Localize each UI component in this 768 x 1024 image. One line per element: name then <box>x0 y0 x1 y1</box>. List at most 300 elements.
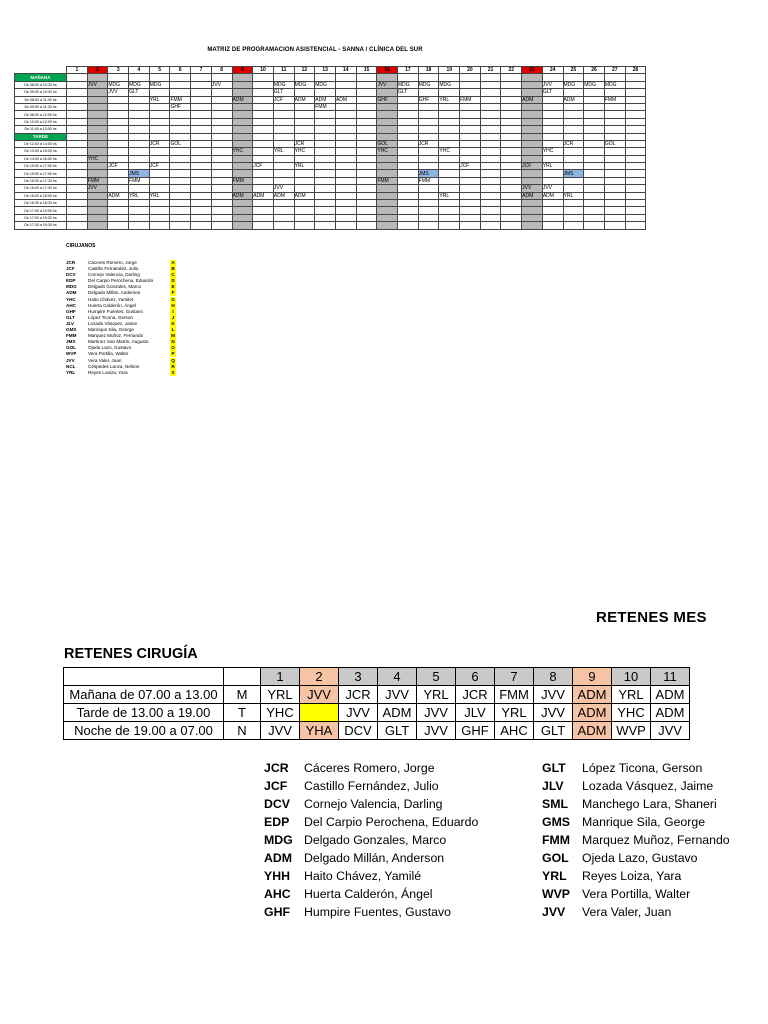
matrix-cell <box>273 207 294 214</box>
matrix-cell <box>625 177 646 184</box>
matrix-cell <box>149 118 170 125</box>
surgeon-letter: A <box>171 260 175 265</box>
matrix-time-label: De 09:00 a 11:30 hs <box>15 103 67 110</box>
matrix-cell: YRL <box>273 148 294 155</box>
matrix-time-label: De 14:00 a 16:00 hs <box>15 155 67 162</box>
matrix-time-label: De 16:00 a 17:30 hs <box>15 185 67 192</box>
matrix-cell <box>377 133 398 140</box>
matrix-cell <box>294 177 315 184</box>
matrix-row <box>15 103 646 110</box>
matrix-cell <box>87 192 108 199</box>
matrix-cell <box>211 163 232 170</box>
matrix-cell: FMM <box>232 177 253 184</box>
matrix-cell <box>253 74 274 81</box>
matrix-cell <box>460 177 481 184</box>
matrix-cell <box>191 192 212 199</box>
matrix-cell <box>501 111 522 118</box>
retenes-cell: ADM <box>573 686 612 704</box>
matrix-day-header: 13 <box>315 67 336 74</box>
matrix-day-header: 25 <box>563 67 584 74</box>
matrix-day-header: 6 <box>170 67 191 74</box>
surgeon-code: WVP <box>66 351 77 357</box>
matrix-cell <box>501 133 522 140</box>
matrix-cell: MDG <box>129 81 150 88</box>
retenes-cell: JVV <box>300 686 339 704</box>
matrix-cell <box>398 126 419 133</box>
legend-item <box>542 831 730 849</box>
matrix-cell <box>501 126 522 133</box>
retenes-cell: GLT <box>378 722 417 740</box>
retenes-cell: YHA <box>300 722 339 740</box>
matrix-cell <box>108 103 129 110</box>
matrix-cell <box>377 126 398 133</box>
matrix-cell <box>149 74 170 81</box>
matrix-cell: ADM <box>335 96 356 103</box>
matrix-cell <box>460 214 481 221</box>
matrix-cell <box>480 74 501 81</box>
matrix-cell <box>480 185 501 192</box>
retenes-shift-label: Mañana de 07.00 a 13.00 <box>64 686 224 704</box>
matrix-cell: MDG <box>584 81 605 88</box>
matrix-cell <box>170 200 191 207</box>
matrix-cell <box>398 214 419 221</box>
matrix-cell: JVV <box>211 81 232 88</box>
matrix-cell <box>584 126 605 133</box>
matrix-cell <box>542 126 563 133</box>
surgeon-letter: P <box>171 351 175 357</box>
matrix-day-header: 18 <box>418 67 439 74</box>
retenes-cell: YHC <box>612 704 651 722</box>
matrix-section-row <box>15 74 646 81</box>
legend-name: Delgado Millán, Anderson <box>304 851 445 865</box>
matrix-cell: ADM <box>522 96 543 103</box>
matrix-cell <box>522 140 543 147</box>
matrix-cell: JCF <box>460 163 481 170</box>
matrix-cell <box>191 81 212 88</box>
matrix-cell <box>480 133 501 140</box>
matrix-cell <box>315 126 336 133</box>
matrix-cell <box>625 148 646 155</box>
matrix-cell <box>542 118 563 125</box>
matrix-cell <box>253 133 274 140</box>
matrix-cell <box>108 207 129 214</box>
matrix-cell: ADM <box>232 192 253 199</box>
matrix-cell <box>418 126 439 133</box>
matrix-cell <box>191 148 212 155</box>
matrix-cell <box>356 126 377 133</box>
matrix-cell <box>418 89 439 96</box>
matrix-cell <box>87 111 108 118</box>
matrix-cell <box>604 207 625 214</box>
matrix-cell <box>87 214 108 221</box>
surgeon-name: Cornejo Valencia, Darling <box>88 272 140 278</box>
matrix-cell: JMS <box>129 170 150 177</box>
matrix-cell <box>604 111 625 118</box>
matrix-cell <box>460 192 481 199</box>
retenes-cell: YRL <box>612 686 651 704</box>
matrix-time-label: De 16:30 a 18:30 hs <box>15 200 67 207</box>
matrix-cell <box>253 177 274 184</box>
matrix-row <box>15 155 646 162</box>
matrix-cell <box>129 185 150 192</box>
retenes-shift-label: Noche de 19.00 a 07.00 <box>64 722 224 740</box>
matrix-cell <box>67 96 88 103</box>
matrix-cell <box>377 200 398 207</box>
matrix-cell <box>211 111 232 118</box>
matrix-cell <box>129 74 150 81</box>
matrix-cell <box>542 133 563 140</box>
matrix-cell <box>170 214 191 221</box>
matrix-cell <box>377 192 398 199</box>
matrix-cell: YHC <box>232 148 253 155</box>
matrix-cell <box>563 133 584 140</box>
matrix-cell <box>232 89 253 96</box>
page-edge-mask <box>700 660 768 740</box>
matrix-cell <box>149 214 170 221</box>
matrix-cell <box>294 214 315 221</box>
retenes-cell: ADM <box>573 704 612 722</box>
matrix-cell <box>542 74 563 81</box>
matrix-cell <box>418 111 439 118</box>
matrix-cell <box>522 111 543 118</box>
matrix-cell <box>273 222 294 229</box>
matrix-cell <box>315 118 336 125</box>
surgeon-letter: J <box>171 314 175 320</box>
legend-item <box>264 885 504 903</box>
matrix-cell: GLT <box>273 89 294 96</box>
matrix-cell <box>584 111 605 118</box>
matrix-cell <box>294 155 315 162</box>
matrix-cell <box>87 126 108 133</box>
legend-code: SML <box>542 797 568 811</box>
matrix-cell <box>67 148 88 155</box>
matrix-cell <box>584 103 605 110</box>
matrix-cell <box>356 222 377 229</box>
matrix-cell <box>377 207 398 214</box>
matrix-cell <box>604 118 625 125</box>
matrix-cell <box>67 222 88 229</box>
retenes-day-header: 4 <box>378 668 417 686</box>
matrix-cell <box>584 185 605 192</box>
matrix-cell <box>335 81 356 88</box>
matrix-cell <box>460 81 481 88</box>
matrix-cell <box>108 111 129 118</box>
matrix-cell <box>149 126 170 133</box>
matrix-cell: ADM <box>522 192 543 199</box>
matrix-cell <box>191 140 212 147</box>
legend-name: Del Carpio Perochena, Eduardo <box>304 815 479 829</box>
legend-name: Humpire Fuentes, Gustavo <box>304 905 451 919</box>
matrix-cell <box>501 185 522 192</box>
retenes-day-header: 9 <box>573 668 612 686</box>
matrix-cell <box>232 133 253 140</box>
matrix-day-header: 16 <box>377 67 398 74</box>
matrix-cell <box>253 222 274 229</box>
matrix-cell <box>604 148 625 155</box>
matrix-cell <box>108 126 129 133</box>
matrix-cell <box>625 140 646 147</box>
matrix-cell <box>522 148 543 155</box>
matrix-cell <box>377 74 398 81</box>
matrix-row <box>15 222 646 229</box>
matrix-cell: YRL <box>149 192 170 199</box>
matrix-cell <box>584 74 605 81</box>
matrix-cell <box>87 89 108 96</box>
matrix-cell <box>108 155 129 162</box>
matrix-cell <box>460 170 481 177</box>
surgeon-letter: B <box>171 266 175 272</box>
matrix-cell: MDG <box>273 81 294 88</box>
matrix-cell <box>398 118 419 125</box>
matrix-cell <box>67 103 88 110</box>
matrix-cell <box>191 177 212 184</box>
matrix-cell <box>418 133 439 140</box>
matrix-cell <box>335 118 356 125</box>
matrix-cell <box>604 222 625 229</box>
matrix-cell <box>584 140 605 147</box>
matrix-cell <box>191 155 212 162</box>
matrix-cell <box>294 170 315 177</box>
matrix-cell <box>149 222 170 229</box>
matrix-row <box>15 214 646 221</box>
matrix-cell <box>418 214 439 221</box>
legend-item <box>542 759 702 777</box>
matrix-cell <box>335 74 356 81</box>
legend-item <box>264 795 504 813</box>
matrix-cell <box>108 222 129 229</box>
matrix-cell <box>315 207 336 214</box>
retenes-cell: ADM <box>651 704 690 722</box>
matrix-cell <box>439 200 460 207</box>
retenes-cell: JCR <box>456 686 495 704</box>
matrix-cell <box>191 118 212 125</box>
matrix-cell <box>170 118 191 125</box>
matrix-cell <box>584 89 605 96</box>
matrix-time-label: De 10:00 a 12:00 hs <box>15 118 67 125</box>
matrix-cell: GHF <box>418 96 439 103</box>
matrix-cell <box>398 133 419 140</box>
matrix-time-label: De 09:00 a 10:30 hs <box>15 89 67 96</box>
matrix-cell <box>335 126 356 133</box>
surgeon-code: GOL <box>66 345 76 351</box>
matrix-cell <box>232 200 253 207</box>
matrix-time-label: De 17:30 a 19:30 hs <box>15 222 67 229</box>
matrix-cell <box>604 103 625 110</box>
matrix-day-header: 5 <box>149 67 170 74</box>
matrix-cell <box>170 126 191 133</box>
matrix-cell: ADM <box>108 192 129 199</box>
matrix-cell <box>149 185 170 192</box>
matrix-cell <box>377 118 398 125</box>
matrix-cell <box>191 214 212 221</box>
legend-name: Vera Valer, Juan <box>582 905 672 919</box>
matrix-cell <box>273 177 294 184</box>
matrix-cell <box>522 170 543 177</box>
surgeon-name: Ojeda Lazo, Gustavo <box>88 345 132 351</box>
matrix-cell <box>211 214 232 221</box>
matrix-cell <box>211 185 232 192</box>
legend-name: Delgado Gonzales, Marco <box>304 833 447 847</box>
matrix-cell: GHF <box>170 103 191 110</box>
matrix-cell <box>563 118 584 125</box>
matrix-cell <box>211 118 232 125</box>
matrix-cell <box>501 222 522 229</box>
matrix-cell <box>356 155 377 162</box>
matrix-day-header: 23 <box>522 67 543 74</box>
matrix-cell <box>335 111 356 118</box>
matrix-cell <box>294 185 315 192</box>
matrix-cell <box>501 96 522 103</box>
legend-right <box>542 759 730 921</box>
matrix-cell <box>356 103 377 110</box>
matrix-cell: ADM <box>232 96 253 103</box>
matrix-cell <box>273 103 294 110</box>
legend-name: Haito Chávez, Yamilé <box>304 869 422 883</box>
matrix-cell <box>211 155 232 162</box>
matrix-cell <box>232 74 253 81</box>
legend-item <box>264 867 504 885</box>
matrix-cell <box>522 126 543 133</box>
matrix-cell <box>542 207 563 214</box>
matrix-cell <box>253 111 274 118</box>
matrix-cell <box>356 133 377 140</box>
surgeon-name: Delgado Gonzales, Marco <box>88 284 142 290</box>
surgeon-code: JCF <box>66 266 75 272</box>
matrix-cell <box>398 200 419 207</box>
surgeon-name: Manrique Sila, George <box>88 327 134 333</box>
matrix-cell <box>273 133 294 140</box>
matrix-cell: JMS <box>563 170 584 177</box>
matrix-cell <box>170 89 191 96</box>
matrix-cell <box>542 155 563 162</box>
matrix-cell <box>335 103 356 110</box>
matrix-cell <box>129 118 150 125</box>
matrix-cell <box>356 140 377 147</box>
matrix-cell <box>625 185 646 192</box>
matrix-cell <box>625 222 646 229</box>
matrix-cell <box>335 214 356 221</box>
matrix-cell: GOL <box>170 140 191 147</box>
surgeon-letter: G <box>171 296 175 302</box>
matrix-cell <box>522 118 543 125</box>
matrix-cell <box>129 207 150 214</box>
matrix-cell <box>563 74 584 81</box>
matrix-cell: MDG <box>315 81 336 88</box>
surgeon-code: JVV <box>66 357 75 363</box>
matrix-cell <box>501 192 522 199</box>
matrix-time-label: De 16:00 a 18:00 hs <box>15 192 67 199</box>
matrix-cell <box>439 118 460 125</box>
matrix-cell <box>253 96 274 103</box>
surgeon-code: ADM <box>66 290 77 296</box>
matrix-cell: MDG <box>294 81 315 88</box>
matrix-day-header: 8 <box>211 67 232 74</box>
matrix-cell <box>522 103 543 110</box>
matrix-cell <box>501 214 522 221</box>
matrix-cell <box>232 155 253 162</box>
matrix-cell: YHC <box>542 148 563 155</box>
matrix-cell <box>563 214 584 221</box>
matrix-cell: MDG <box>398 81 419 88</box>
matrix-day-header: 27 <box>604 67 625 74</box>
matrix-cell <box>398 103 419 110</box>
matrix-header-row <box>15 67 646 74</box>
matrix-cell <box>335 148 356 155</box>
matrix-cell <box>439 222 460 229</box>
matrix-cell <box>604 74 625 81</box>
matrix-cell <box>170 192 191 199</box>
retenes-cell: YRL <box>261 686 300 704</box>
surgeon-code: FMM <box>66 333 77 339</box>
matrix-cell <box>211 103 232 110</box>
matrix-cell <box>439 126 460 133</box>
matrix-cell <box>542 111 563 118</box>
matrix-day-header: 10 <box>253 67 274 74</box>
matrix-cell <box>149 103 170 110</box>
matrix-cell <box>480 163 501 170</box>
matrix-day-header: 20 <box>460 67 481 74</box>
legend-name: López Ticona, Gerson <box>582 761 703 775</box>
matrix-day-header: 4 <box>129 67 150 74</box>
matrix-cell <box>356 207 377 214</box>
matrix-cell <box>232 81 253 88</box>
matrix-cell <box>315 200 336 207</box>
matrix-cell <box>253 207 274 214</box>
matrix-cell <box>356 200 377 207</box>
matrix-cell <box>294 126 315 133</box>
matrix-cell <box>67 214 88 221</box>
legend-name: Huerta Calderón, Ángel <box>304 887 433 901</box>
retenes-header-blank <box>64 668 224 686</box>
surgeon-name: Delgado Millán, Anderson <box>88 290 141 296</box>
matrix-cell <box>67 74 88 81</box>
matrix-cell <box>439 163 460 170</box>
matrix-cell <box>398 140 419 147</box>
matrix-cell <box>480 118 501 125</box>
legend-item <box>264 759 504 777</box>
matrix-cell <box>377 163 398 170</box>
matrix-cell <box>584 214 605 221</box>
matrix-cell <box>563 200 584 207</box>
matrix-cell <box>67 207 88 214</box>
matrix-day-header: 14 <box>335 67 356 74</box>
matrix-cell <box>108 74 129 81</box>
matrix-row <box>15 163 646 170</box>
surgeon-code: YHC <box>66 296 76 302</box>
matrix-cell <box>625 96 646 103</box>
matrix-section-row <box>15 133 646 140</box>
matrix-cell <box>501 177 522 184</box>
matrix-cell: FMM <box>87 177 108 184</box>
matrix-cell <box>273 163 294 170</box>
matrix-cell <box>149 89 170 96</box>
matrix-cell <box>563 111 584 118</box>
matrix-cell <box>335 133 356 140</box>
matrix-cell <box>67 140 88 147</box>
matrix-cell <box>501 140 522 147</box>
matrix-cell <box>542 222 563 229</box>
matrix-cell <box>273 170 294 177</box>
matrix-cell <box>273 111 294 118</box>
matrix-day-header: 2 <box>87 67 108 74</box>
legend-item <box>542 867 702 885</box>
matrix-cell <box>191 185 212 192</box>
matrix-cell: YRL <box>439 96 460 103</box>
legend-item <box>264 813 504 831</box>
surgeon-code: GMS <box>66 327 77 333</box>
matrix-cell <box>129 133 150 140</box>
matrix-time-label: De 12:00 a 14:00 hs <box>15 140 67 147</box>
